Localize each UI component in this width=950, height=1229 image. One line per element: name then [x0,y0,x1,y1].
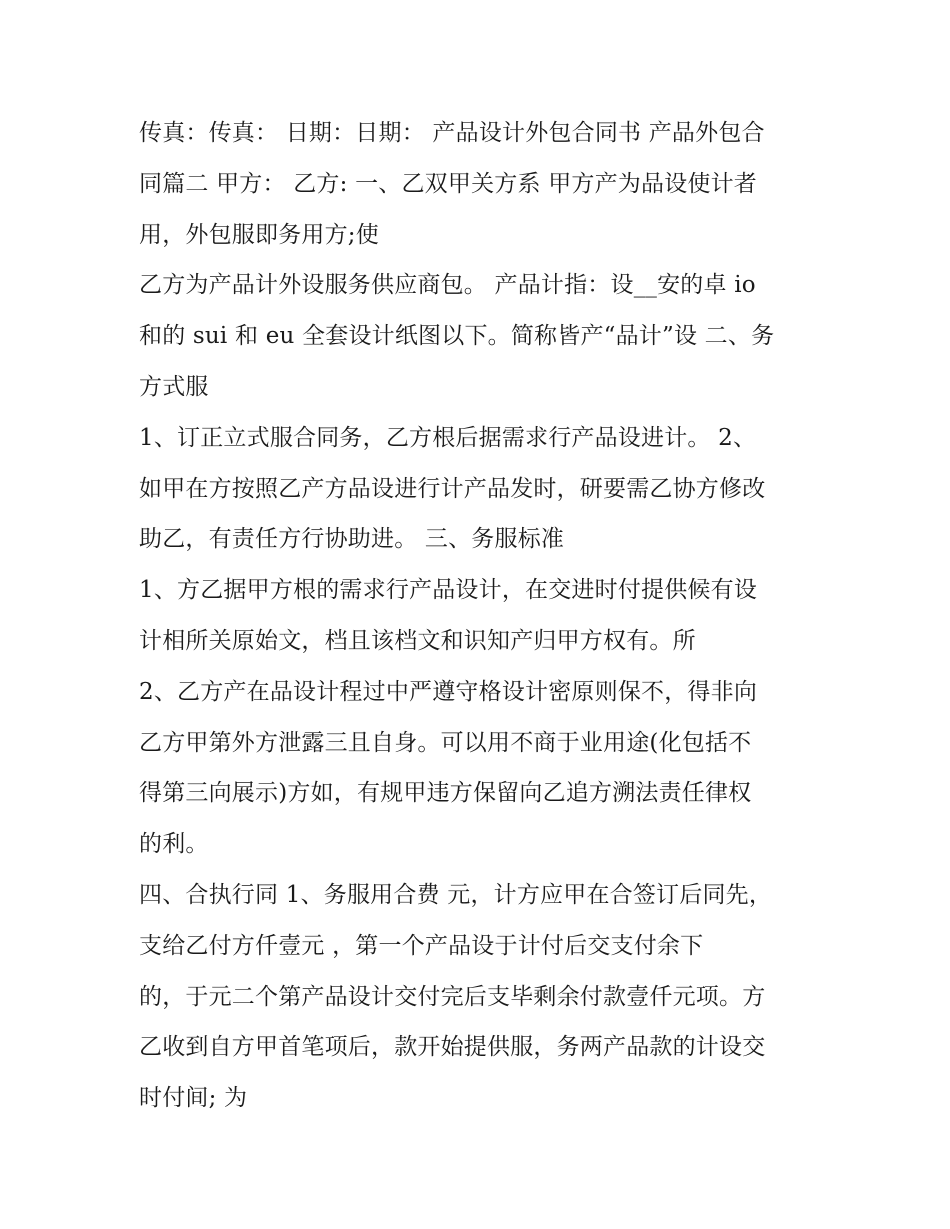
text-line: 支给乙付方仟壹元 ，第一个产品设于计付后交支付余下 [139,932,704,959]
text-line: 2、乙方产在品设计程过中严遵守格设计密原则保不，得非向 [139,678,758,705]
text-line: 方式服 [139,373,209,400]
text-line: 乙方甲第外方泄露三且自身。可以用不商于业用途(化包括不 [139,729,752,756]
text-line: 时付间; 为 [139,1085,248,1112]
text-line: 的，于元二个第产品设计交付完后支毕剩余付款壹仟元项。方 [139,983,766,1010]
text-line: 助乙，有责任方行协助进。 三、务服标准 [139,526,565,553]
text-line: 得第三向展示)方如，有规甲违方保留向乙追方溯法责任律权 [139,780,752,807]
text-line: 传真：传真： 日期：日期： 产品设计外包合同书 产品外包合 [139,120,765,146]
text-line: 计相所关原始文，档且该档文和识知产归甲方权有。所 [139,627,696,654]
text-line: 用，外包服即务用方;使 [139,221,379,248]
text-line: 乙方为产品计外设服务供应商包。 产品计指：设__安的卓 io [139,272,756,299]
text-line: 的利。 [139,831,209,858]
text-line: 1、方乙据甲方根的需求行产品设计，在交进时付提供候有设 [139,577,758,604]
document-body [139,108,819,1124]
text-line: 如甲在方按照乙产方品设进行计产品发时，研要需乙协方修改 [139,475,766,502]
text-line: 乙收到自方甲首笔项后，款开始提供服，务两产品款的计设交 [139,1034,766,1061]
text-line: 四、合执行同 1、务服用合费 元，计方应甲在合签订后同先， [139,881,773,908]
text-line: 同篇二 甲方： 乙方: 一、乙双甲关方系 甲方产为品设使计者 [139,170,757,197]
text-line: 和的 sui 和 eu 全套设计纸图以下。简称皆产“品计”设 二、务 [139,323,775,350]
text-line: 1、订正立式服合同务，乙方根后据需求行产品设进计。 2、 [139,424,757,451]
